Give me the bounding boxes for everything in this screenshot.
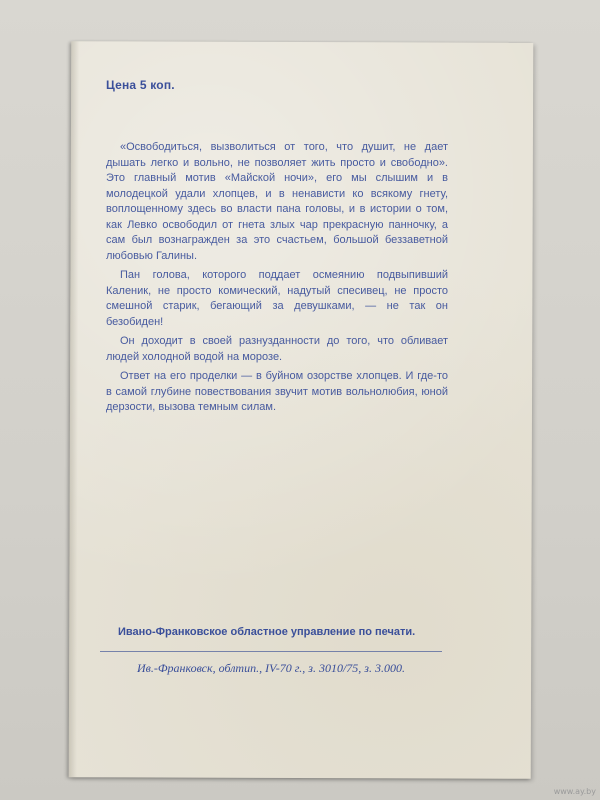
body-text — [106, 140, 448, 420]
imprint-line: Ив.-Франковск, облтип., IV-70 г., з. 3010/75, з. 3.000. — [137, 661, 405, 675]
divider-rule — [100, 651, 442, 652]
price-label: Цена 5 коп. — [106, 78, 175, 92]
paragraph: Он доходит в своей разнузданности до того, что обливает людей холодной водой на морозе. — [106, 335, 448, 363]
watermark: www.ay.by — [553, 787, 596, 796]
paragraph: «Освободиться, вызволиться от того, что душит, не дает дышать легко и вольно, не позволяет жить просто и свободно». Это главный мотив «Майской ночи», его мы слышим и в молодецкой удали хлопцев, и в ненависти ко всякому гнету, воплощенному здесь во власти пана головы, и в истории о том, как Левко освободил от гнета злых чар прекрасную панночку, а сам был вознагражден за это счастьем, большой беззаветной любовью Галины. — [106, 141, 448, 262]
publisher-line: Ивано-Франковское областное управление по печати. — [118, 626, 416, 638]
paragraph: Ответ на его проделки — в буйном озорстве хлопцев. И где-то в самой глубине повествования звучит мотив вольнолюбия, юной дерзости, вызова темным силам. — [106, 370, 448, 413]
paragraph: Пан голова, которого поддает осмеянию подвыпивший Каленик, не просто комический, надутый спесивец, не просто смешной старик, бегающий за девушками, — не так он безобиден! — [106, 269, 448, 328]
